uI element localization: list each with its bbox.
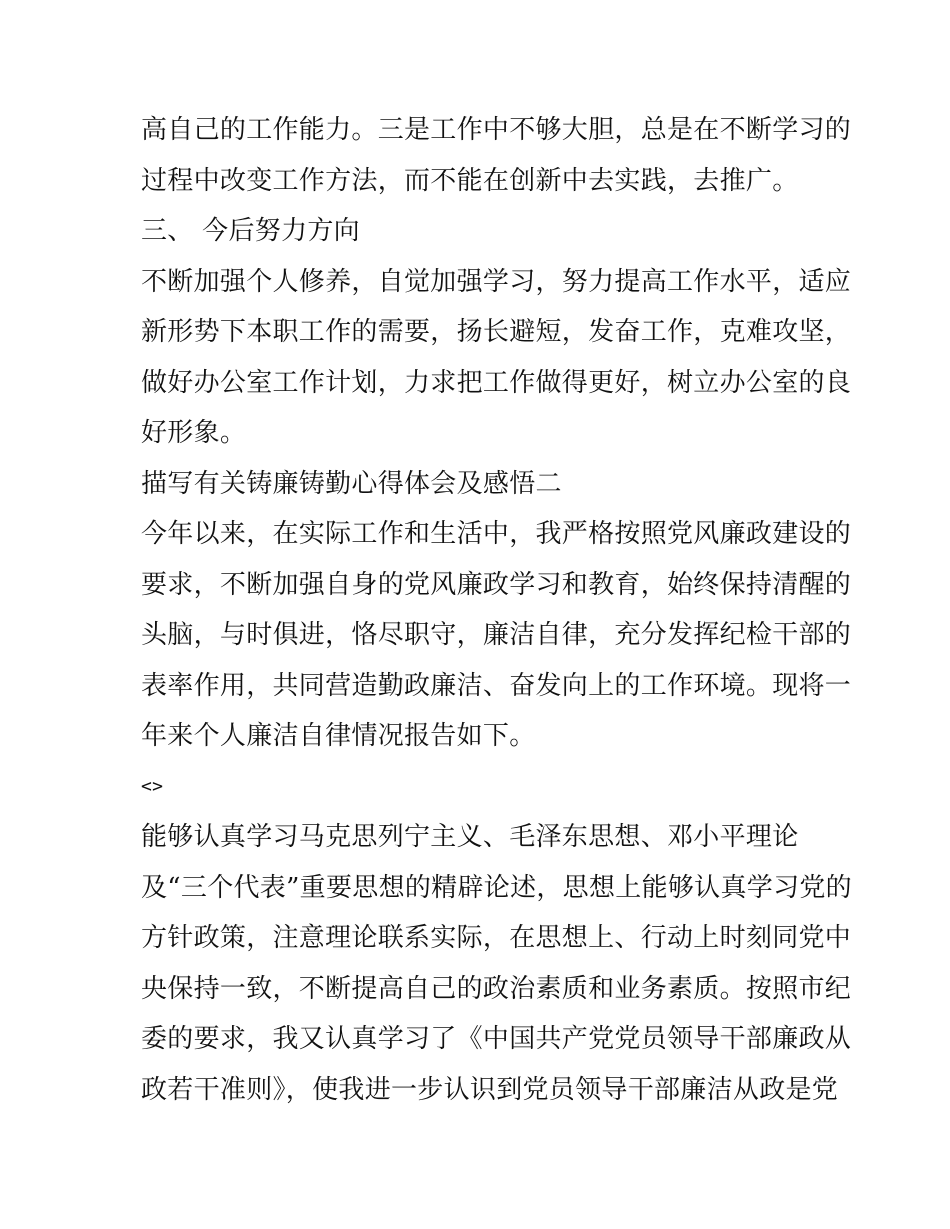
text-line: 高自己的工作能力。三是工作中不够大胆，总是在不断学习的 — [141, 115, 852, 145]
text-line: 不断加强个人修养，自觉加强学习，努力提高工作水平，适应 — [141, 266, 852, 297]
text-line: 头脑，与时俱进，恪尽职守，廉洁自律，充分发挥纪检干部的 — [141, 620, 852, 650]
document-body — [141, 105, 852, 1115]
text-line: 及“三个代表”重要思想的精辟论述，思想上能够认真学习党的 — [141, 872, 852, 903]
text-line: 过程中改变工作方法，而不能在创新中去实践，去推广。 — [141, 165, 799, 196]
text-line: 委的要求，我又认真学习了《中国共产党党员领导干部廉政从 — [141, 1024, 852, 1054]
text-line: 新形势下本职工作的需要，扬长避短，发奋工作，克难攻坚， — [141, 317, 852, 347]
section-heading: 三、 今后努力方向 — [141, 216, 360, 246]
text-line: 好形象。 — [141, 418, 247, 448]
text-line: 今年以来，在实际工作和生活中，我严格按照党风廉政建设的 — [141, 519, 852, 549]
text-line: 年来个人廉洁自律情况报告如下。 — [141, 721, 536, 751]
text-line: 方针政策，注意理论联系实际，在思想上、行动上时刻同党中 — [141, 923, 852, 953]
text-line: 做好办公室工作计划，力求把工作做得更好，树立办公室的良 — [141, 367, 852, 398]
placeholder-marker: <> — [141, 775, 164, 797]
text-line: 政若干准则》，使我进一步认识到党员领导干部廉洁从政是党 — [141, 1074, 839, 1105]
article-title: 描写有关铸廉铸勤心得体会及感悟二 — [141, 468, 562, 499]
text-line: 能够认真学习马克思列宁主义、毛泽东思想、邓小平理论 — [141, 822, 799, 852]
text-line: 要求，不断加强自身的党风廉政学习和教育，始终保持清醒的 — [141, 569, 852, 600]
text-line: 央保持一致，不断提高自己的政治素质和业务素质。按照市纪 — [141, 973, 852, 1004]
text-line: 表率作用，共同营造勤政廉洁、奋发向上的工作环境。现将一 — [141, 670, 852, 701]
